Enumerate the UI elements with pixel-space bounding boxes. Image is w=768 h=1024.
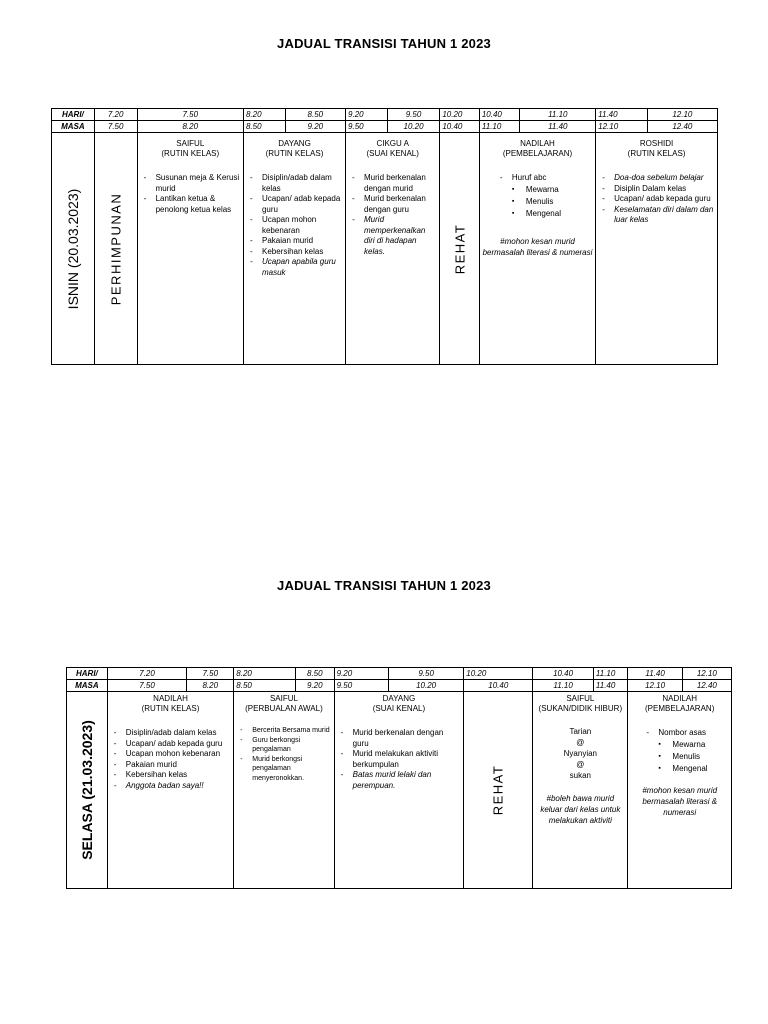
day-row: [67, 692, 732, 889]
masa-label: MASA: [52, 121, 95, 133]
teacher-name: SAIFUL: [176, 139, 205, 148]
list-item: - Guru berkongsi pengalaman: [236, 736, 331, 755]
rehat-label: REHAT: [452, 223, 468, 274]
teacher-name: NADILAH: [662, 694, 698, 703]
slot-topic: (RUTIN KELAS): [141, 704, 200, 713]
teacher-name: NADILAH: [520, 139, 555, 148]
rehat-cell: [440, 133, 479, 365]
list-item: - Nombor asas: [642, 728, 729, 739]
list-item: - Anggota badan saya!!: [110, 781, 232, 792]
list-item: - Ucapan/ adab kepada guru: [598, 194, 715, 205]
time-end: 10.20: [387, 121, 440, 133]
day-cell: [52, 133, 95, 365]
slot-cikgu-a: [346, 133, 440, 365]
slot-note: #mohon kesan murid bermasalah literasi & numerasi: [642, 785, 718, 817]
sub-item: ▪ Menulis: [498, 196, 593, 208]
teacher-name: CIKGU A: [376, 139, 409, 148]
sub-item: ▪ Mewarna: [498, 184, 593, 196]
rehat-label: REHAT: [490, 764, 506, 816]
time-end: 10.40: [440, 121, 479, 133]
time-start: 8.50: [285, 109, 345, 121]
time-start: 8.20: [234, 668, 296, 680]
time-end: 12.10: [596, 121, 648, 133]
slot-topic: (PEMBELAJARAN): [645, 704, 715, 713]
sub-item: ▪ Mewarna: [644, 739, 729, 751]
day-label: ISNIN (20.03.2023): [64, 188, 81, 309]
time-start: 12.10: [647, 109, 717, 121]
slot-saiful: [137, 133, 243, 365]
page-title-1: JADUAL TRANSISI TAHUN 1 2023: [277, 36, 491, 51]
slot-dayang: [243, 133, 345, 365]
list-item: - Murid melakukan aktiviti berkumpulan: [337, 749, 462, 770]
slot-dayang: [334, 692, 464, 889]
time-start: 7.20: [94, 109, 137, 121]
list-item: - Ucapan mohon kebenaran: [110, 749, 232, 760]
list-item: - Kebersihan kelas: [110, 770, 232, 781]
list-item: - Murid berkenalan dengan guru: [337, 728, 462, 749]
list-item: - Lantikan ketua & penolong ketua kelas: [140, 194, 241, 215]
time-start: 11.40: [596, 109, 648, 121]
time-start: 8.50: [295, 668, 334, 680]
time-end: 11.40: [593, 680, 628, 692]
list-item: - Murid berkenalan dengan murid: [348, 173, 437, 194]
page-title-2: JADUAL TRANSISI TAHUN 1 2023: [277, 578, 491, 593]
list-item: - Disiplin Dalam kelas: [598, 184, 715, 195]
time-start: 7.20: [107, 668, 186, 680]
slot-note: #mohon kesan murid bermasalah literasi & numerasi: [482, 236, 593, 257]
list-item: - Disiplin/adab dalam kelas: [110, 728, 232, 739]
time-start: 9.20: [334, 668, 388, 680]
time-row-start: [52, 109, 718, 121]
list-item: - Ucapan/ adab kepada guru: [110, 739, 232, 750]
time-end: 12.40: [682, 680, 731, 692]
sub-item: ▪ Mengenal: [498, 208, 593, 220]
slot-saiful: [234, 692, 334, 889]
timetable-isnin: [51, 108, 718, 365]
rehat-cell: [464, 692, 533, 889]
time-end: 7.50: [107, 680, 186, 692]
hari-label: HARI/: [67, 668, 108, 680]
time-start: 11.10: [520, 109, 596, 121]
time-row-end: [52, 121, 718, 133]
activity-line: @: [576, 738, 585, 747]
time-row-start: [67, 668, 732, 680]
time-end: 10.20: [388, 680, 463, 692]
time-end: 8.20: [187, 680, 234, 692]
list-item: - Pakaian murid: [246, 236, 343, 247]
slot-topic: (SUKAN/DIDIK HIBUR): [538, 704, 623, 713]
time-end: 8.20: [137, 121, 243, 133]
list-item: - Huruf abc: [496, 173, 593, 184]
time-start: 7.50: [137, 109, 243, 121]
time-start: 7.50: [187, 668, 234, 680]
list-item: - Pakaian murid: [110, 760, 232, 771]
list-item: - Murid berkongsi pengalaman menyeronokkan.: [236, 755, 331, 784]
time-start: 9.50: [388, 668, 463, 680]
time-start: 10.20: [440, 109, 479, 121]
list-item: - Doa-doa sebelum belajar: [598, 173, 715, 184]
list-item: - Susunan meja & Kerusi murid: [140, 173, 241, 194]
time-row-end: [67, 680, 732, 692]
slot-topic: (PEMBELAJARAN): [502, 149, 573, 158]
slot-roshidi: [596, 133, 718, 365]
time-start: 9.50: [387, 109, 440, 121]
time-end: 9.50: [346, 121, 388, 133]
slot-note: #boleh bawa murid keluar dari kelas untuk melakukan aktiviti: [540, 794, 621, 825]
sub-item: ▪ Mengenal: [644, 763, 729, 775]
time-start: 8.20: [243, 109, 285, 121]
timetable-selasa: [66, 667, 732, 889]
teacher-name: DAYANG: [382, 694, 416, 703]
slot-topic: (SUAI KENAL): [372, 704, 426, 713]
time-end: 7.50: [94, 121, 137, 133]
list-item: - Ucapan apabila guru masuk: [246, 257, 343, 278]
time-end: 12.10: [628, 680, 682, 692]
time-end: 8.50: [243, 121, 285, 133]
time-start: 9.20: [346, 109, 388, 121]
list-item: - Disiplin/adab dalam kelas: [246, 173, 343, 194]
hari-label: HARI/: [52, 109, 95, 121]
slot-topic: (RUTIN KELAS): [627, 149, 686, 158]
time-end: 11.10: [533, 680, 594, 692]
sub-item: ▪ Menulis: [644, 751, 729, 763]
activity-line: @: [576, 760, 585, 769]
teacher-name: SAIFUL: [269, 694, 298, 703]
list-item: - Batas murid lelaki dan perempuan.: [337, 770, 462, 791]
slot-topic: (PERBUALAN AWAL): [245, 704, 323, 713]
time-end: 11.10: [479, 121, 520, 133]
list-item: - Ucapan mohon kebenaran: [246, 215, 343, 236]
teacher-name: SAIFUL: [566, 694, 595, 703]
time-end: 9.20: [285, 121, 345, 133]
day-cell: [67, 692, 108, 889]
teacher-name: DAYANG: [278, 139, 311, 148]
list-item: - Murid memperkenalkan diri di hadapan kelas.: [348, 215, 437, 257]
time-start: 10.40: [533, 668, 594, 680]
time-end: 12.40: [647, 121, 717, 133]
slot-saiful-sukan: [533, 692, 628, 889]
time-start: 10.20: [464, 668, 533, 680]
slot-topic: (RUTIN KELAS): [265, 149, 324, 158]
time-start: 12.10: [682, 668, 731, 680]
slot-nadilah-pembelajaran: [628, 692, 732, 889]
time-start: 10.40: [479, 109, 520, 121]
day-row: [52, 133, 718, 365]
teacher-name: ROSHIDI: [639, 139, 674, 148]
list-item: - Bercerita Bersama murid: [236, 726, 331, 736]
activity-line: Nyanyian: [563, 749, 598, 758]
time-start: 11.10: [593, 668, 628, 680]
list-item: - Ucapan/ adab kepada guru: [246, 194, 343, 215]
time-end: 11.40: [520, 121, 596, 133]
slot-topic: (SUAI KENAL): [366, 149, 419, 158]
slot-nadilah: [479, 133, 595, 365]
masa-label: MASA: [67, 680, 108, 692]
perhimpunan-label: PERHIMPUNAN: [108, 192, 124, 305]
list-item: - Murid berkenalan dengan guru: [348, 194, 437, 215]
time-end: 9.20: [295, 680, 334, 692]
time-end: 10.40: [464, 680, 533, 692]
list-item: - Keselamatan diri dalam dan luar kelas: [598, 205, 715, 226]
teacher-name: NADILAH: [153, 694, 188, 703]
activity-line: sukan: [569, 771, 592, 780]
slot-topic: (RUTIN KELAS): [161, 149, 220, 158]
time-start: 11.40: [628, 668, 682, 680]
time-end: 9.50: [334, 680, 388, 692]
day-label: SELASA (21.03.2023): [78, 720, 95, 860]
list-item: - Kebersihan kelas: [246, 247, 343, 258]
slot-nadilah: [107, 692, 234, 889]
activity-line: Tarian: [569, 727, 592, 736]
perhimpunan-cell: [94, 133, 137, 365]
time-end: 8.50: [234, 680, 296, 692]
